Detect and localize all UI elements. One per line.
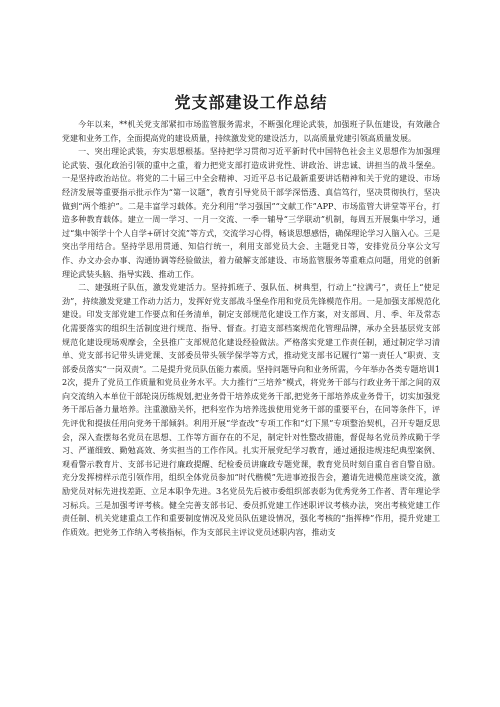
document-title: 党支部建设工作总结: [174, 93, 328, 112]
section-one-paragraph: 一、突出理论武装，夯实思想根基。坚持把学习贯彻习近平新时代中国特色社会主义思想作为加强理论武装、强化政治引领的重中之重，着力把党支部打造成讲党性、讲政治、讲忠诚、讲担当的战斗堡垒。一是坚持政治站位。将党的二十届三中全会精神、习近平总书记最新重要讲话精神和关于党的建设、市场经济发展等重要指示批示作为“第一议题”，教育引导党员干部学深悟透、真信笃行，坚决贯彻执行，坚决做到“两个维护”。二是丰富学习载体。充分利用“学习强国”“文献工作”APP、市场监管大讲堂等平台，打造多种教育载体。建立一周一学习、一月一交流、一季一辅导“三学联动”机制，每周五开展集中学习，通过“集中领学十个人自学+研讨交流”等方式，交流学习心得，畅谈思想感悟，确保理论学习入脑入心。三是突出学用结合。坚持学思用贯通、知信行统一，利用支部党员大会、主题党日等，安排党员分享公文写作、办文办会办事、沟通协调等经验做法，着力破解支部建设、市场监管服务等重难点问题，用党的创新理论武装头脑、指导实践、推动工作。: [62, 147, 440, 279]
intro-paragraph: 今年以来，**机关党支部紧扣市场监管服务需求，不断强化理论武装，加强班子队伍建设，有效融合党建和业务工作，全面提高党的建设质量，持续激发党的建设活力，以高质量党建引领高质量发展。: [62, 120, 440, 143]
section-two-paragraph: 二、建强班子队伍，激发党建活力。坚持抓班子、强队伍、树典型，行动上“拉满弓”，责任上“使足劲”，持续激发党建工作动力活力，发挥好党支部战斗堡垒作用和党员先锋模范作用。一是加强支部规范化建设。印发支部党建工作要点和任务清单，制定支部规范化建设工作方案，对支部周、月、季、年及常态化需要落实的组织生活制度进行规范、指导、督查。打造支部档案规范化管理品牌，承办全县基层党支部规范化建设现场观摩会，全县推广支部规范化建设经验做法。严格落实党建工作责任制，通过制定学习清单、党支部书记带头讲党课、支部委员带头领学保学等方式，推动党支部书记履行“第一责任人”职责、支部委员落实“一岗双责”。二是提升党员队伍能力素质。坚持问题导向和业务所需，今年举办各类专题培训12次，提升了党员工作质量和党员业务水平。大力推行“三培养”模式，将党务干部与行政业务干部之间的双向交流纳入本单位干部轮岗历练规划,把业务骨干培养成党务干部,把党务干部培养成业务骨干，切实加强党务干部后备力量培养。注重激励关怀，把科室作为培养选拔使用党务干部的重要平台，在同等条件下，评先评优和提拔任用向党务干部倾斜。利用开展“学查改”专项工作和“灯下黑”专项整治契机，召开专题反思会，深入查摆每名党员在思想、工作等方面存在的不足，制定针对性整改措施，督促每名党员养成勤于学习、严谨细致、勤勉高效、务实担当的工作作风。扎实开展党纪学习教育，通过通报违规违纪典型案例、观看警示教育片、支部书记进行廉政提醒、纪检委员讲廉政专题党课，教育党员时刻自重自省自警自励。充分发挥榜样示范引领作用，组织全体党员参加“时代楷模”先进事迹报告会，邀请先进模范座谈交流，激励党员对标先进找差距、立足本职争先进。3名党员先后被市委组织部表彰为优秀党务工作者、青年理论学习标兵。三是加强考评考核。健全完善支部书记、委员抓党建工作述职评议考核办法，突出考核党建工作责任制、机关党建重点工作和重要制度情况及党员队伍建设情况，强化考核的“指挥棒”作用，提升党建工作质效。把党务工作纳入考核指标，作为支部民主评议党员述职内容，推动支: [62, 283, 440, 537]
document-page: [62, 92, 440, 539]
